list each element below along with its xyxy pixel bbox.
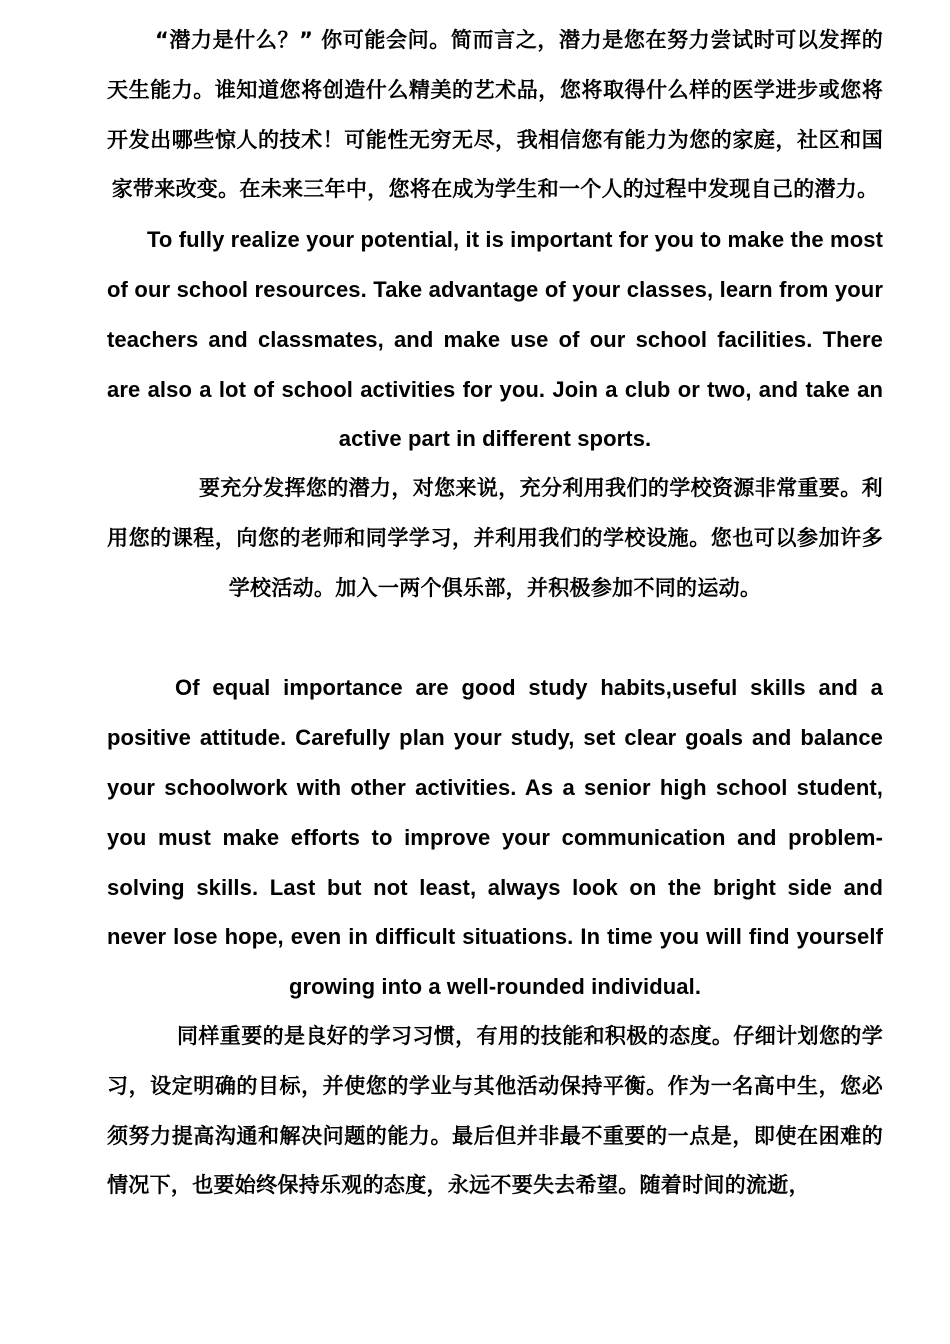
paragraph-spacer (107, 614, 883, 664)
english-paragraph-habits: Of equal importance are good study habits,useful skills and a positive attitude. Carefully plan your study, set clear goals and balance your schoolwork with other activities. As a senior high school student, you must make efforts to improve your communication and problem-solving skills. Last but not least, always look on the bright side and never lose hope, even in difficult situations. In time you will find yourself growing into a well-rounded individual. (107, 675, 883, 1000)
document-page (107, 16, 883, 1211)
chinese-paragraph-habits: 同样重要的是良好的学习习惯，有用的技能和积极的态度。仔细计划您的学习，设定明确的目标，并使您的学业与其他活动保持平衡。作为一名高中生，您必须努力提高沟通和解决问题的能力。最后但并非最不重要的一点是，即使在困难的情况下，也要始终保持乐观的态度，永远不要失去希望。随着时间的流逝， (107, 1023, 883, 1198)
chinese-paragraph-potential: “潜力是什么？” 你可能会问。简而言之，潜力是您在努力尝试时可以发挥的天生能力。谁知道您将创造什么精美的艺术品，您将取得什么样的医学进步或您将开发出哪些惊人的技术！可能性无穷无尽，我相信您有能力为您的家庭，社区和国家带来改变。在未来三年中，您将在成为学生和一个人的过程中发现自己的潜力。 (107, 28, 883, 202)
chinese-paragraph-resources: 要充分发挥您的潜力，对您来说，充分利用我们的学校资源非常重要。利用您的课程，向您的老师和同学学习，并利用我们的学校设施。您也可以参加许多学校活动。加入一两个俱乐部，并积极参加不同的运动。 (107, 476, 883, 600)
english-paragraph-resources: To fully realize your potential, it is important for you to make the most of our school resources. Take advantage of your classes, learn from your teachers and classmates, and make use of our school facilities. There are also a lot of school activities for you. Join a club or two, and take an active part in different sports. (107, 227, 883, 452)
